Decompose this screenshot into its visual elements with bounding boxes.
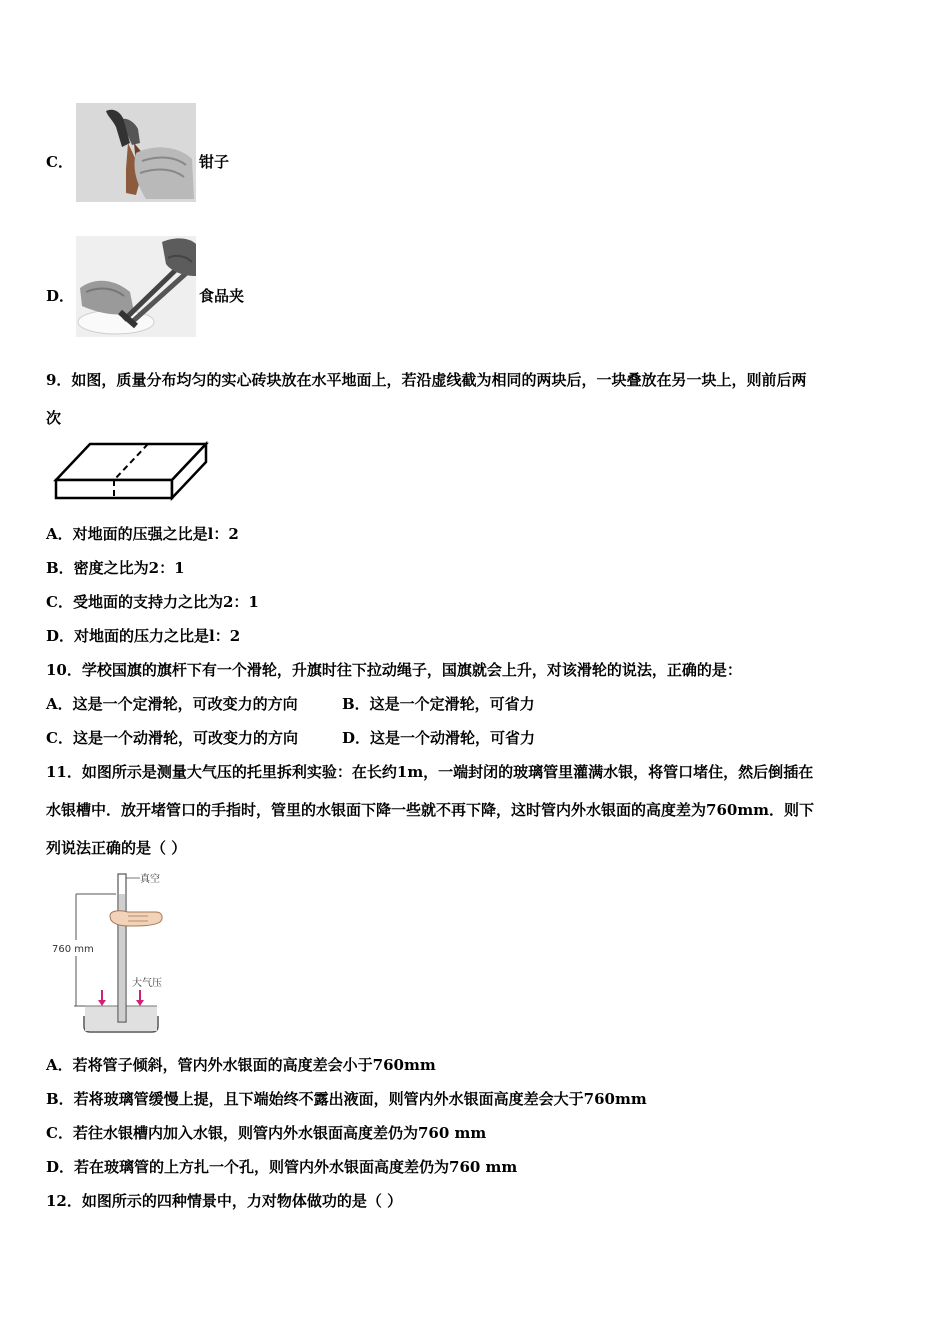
- q8-option-d-label: D．: [46, 287, 75, 305]
- q11-stem-line1: 11．如图所示是测量大气压的托里拆利实验：在长约1m，一端封闭的玻璃管里灌满水银，将管口堵住，然后倒插在: [46, 763, 814, 781]
- q9-option-a: A．对地面的压强之比是l：2: [46, 525, 239, 543]
- q8-option-d-text: 食品夹: [199, 287, 245, 305]
- q9-stem-line1: 9．如图，质量分布均匀的实心砖块放在水平地面上，若沿虚线截为相同的两块后，一块叠放在另一块上，则前后两: [46, 371, 807, 389]
- q11-option-b: B．若将玻璃管缓慢上提，且下端始终不露出液面，则管内外水银面高度差会大于760mm: [46, 1090, 647, 1108]
- food-tongs-photo: [76, 236, 196, 337]
- q8-option-c-label: C．: [46, 153, 73, 171]
- q10-option-d: D．这是一个动滑轮，可省力: [342, 729, 536, 747]
- q10-option-c: C．这是一个动滑轮，可改变力的方向: [46, 729, 298, 747]
- brick-figure: [50, 438, 210, 504]
- q9-option-c: C．受地面的支持力之比为2：1: [46, 593, 259, 611]
- q9-option-d: D．对地面的压力之比是l：2: [46, 627, 241, 645]
- pliers-photo: [76, 103, 196, 202]
- pressure-label: 大气压: [132, 978, 162, 989]
- q9-stem-line2: 次: [46, 409, 62, 427]
- q8-option-c-text: 钳子: [199, 153, 230, 171]
- q11-option-d: D．若在玻璃管的上方扎一个孔，则管内外水银面高度差仍为760 mm: [46, 1158, 518, 1176]
- torricelli-figure: [44, 866, 224, 1034]
- vacuum-label: 真空: [140, 874, 160, 885]
- height-label: 760 mm: [52, 944, 94, 955]
- q10-stem: 10．学校国旗的旗杆下有一个滑轮，升旗时往下拉动绳子，国旗就会上升，对该滑轮的说法，正确的是：: [46, 661, 742, 679]
- q10-option-b: B．这是一个定滑轮，可省力: [342, 695, 535, 713]
- q11-stem-line3: 列说法正确的是（ ）: [46, 839, 187, 857]
- q11-option-c: C．若往水银槽内加入水银，则管内外水银面高度差仍为760 mm: [46, 1124, 487, 1142]
- q10-option-a: A．这是一个定滑轮，可改变力的方向: [46, 695, 298, 713]
- q11-stem-line2: 水银槽中．放开堵管口的手指时，管里的水银面下降一些就不再下降，这时管内外水银面的高度差为760mm．则下: [46, 801, 815, 819]
- q9-option-b: B．密度之比为2：1: [46, 559, 185, 577]
- q11-option-a: A．若将管子倾斜，管内外水银面的高度差会小于760mm: [46, 1056, 436, 1074]
- q12-stem: 12．如图所示的四种情景中，力对物体做功的是（ ）: [46, 1192, 403, 1210]
